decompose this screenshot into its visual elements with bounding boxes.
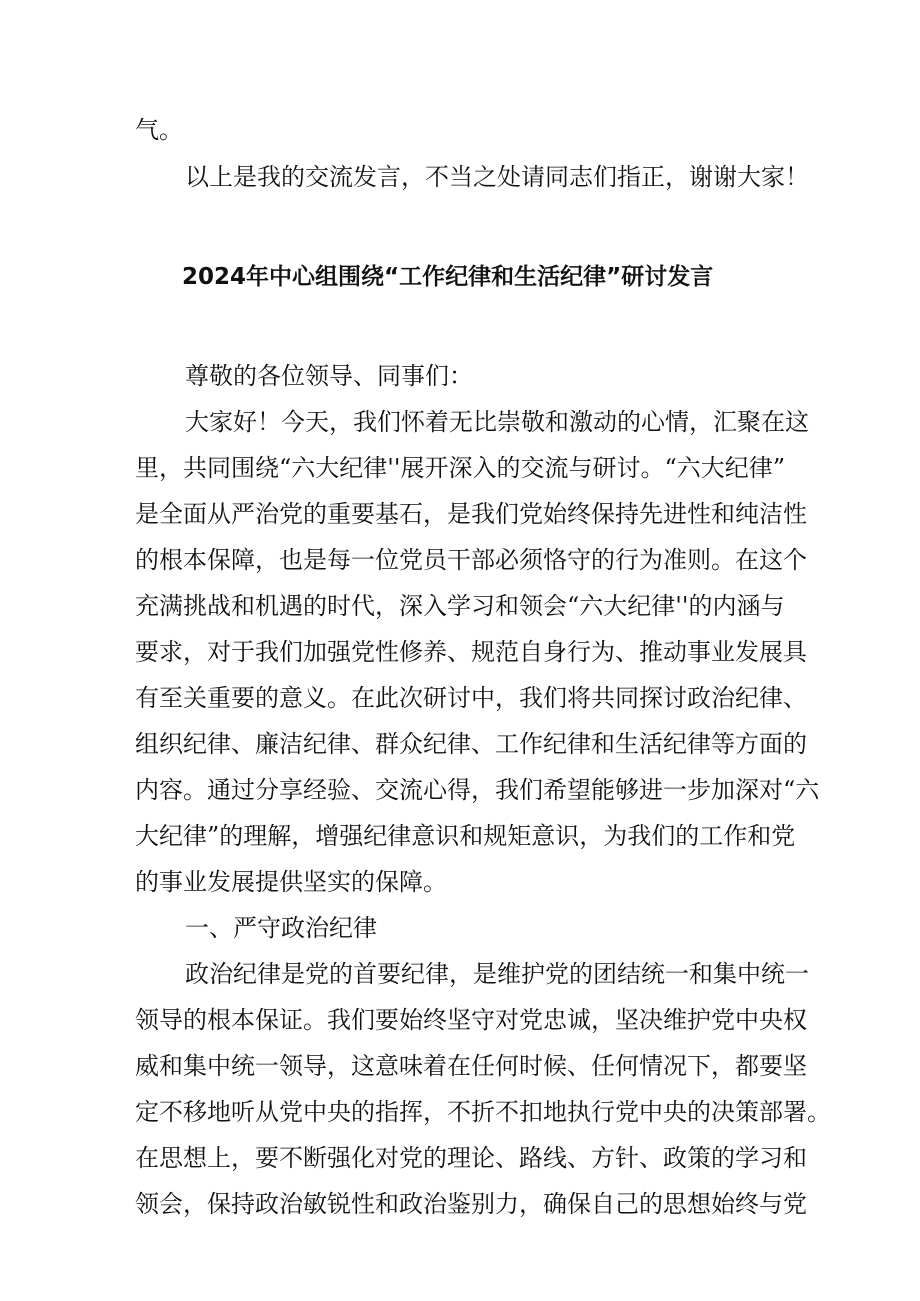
intro-line: 大家好！今天，我们怀着无比崇敬和激动的心情，汇聚在这 bbox=[185, 408, 809, 436]
section1-line: 领导的根本保证。我们要始终坚守对党忠诚，坚决维护党中央权 bbox=[135, 1006, 807, 1034]
section1-line: 在思想上，要不断强化对党的理论、路线、方针、政策的学习和 bbox=[135, 1144, 807, 1172]
section1-line: 定不移地听从党中央的指挥，不折不扣地执行党中央的决策部署。 bbox=[135, 1098, 831, 1126]
intro-line: 要求，对于我们加强党性修养、规范自身行为、推动事业发展具 bbox=[135, 638, 807, 666]
section1-line: 领会，保持政治敏锐性和政治鉴别力，确保自己的思想始终与党 bbox=[135, 1190, 807, 1218]
section1-line: 政治纪律是党的首要纪律，是维护党的团结统一和集中统一 bbox=[185, 960, 809, 988]
intro-line: 里，共同围绕“六大纪律''展开深入的交流与研讨。“六大纪律” bbox=[135, 454, 786, 482]
intro-line: 有至关重要的意义。在此次研讨中，我们将共同探讨政治纪律、 bbox=[135, 684, 807, 712]
section1-line: 威和集中统一领导，这意味着在任何时候、任何情况下，都要坚 bbox=[135, 1052, 807, 1080]
intro-line: 是全面从严治党的重要基石，是我们党始终保持先进性和纯洁性 bbox=[135, 500, 807, 528]
closing-line: 以上是我的交流发言，不当之处请同志们指正，谢谢大家！ bbox=[185, 163, 809, 191]
salutation: 尊敬的各位领导、同事们： bbox=[185, 362, 473, 390]
document-title: 2024年中心组围绕“工作纪律和生活纪律”研讨发言 bbox=[182, 264, 714, 290]
section-heading-political-discipline: 一、严守政治纪律 bbox=[185, 914, 377, 942]
intro-line: 大纪律”的理解，增强纪律意识和规矩意识，为我们的工作和党 bbox=[135, 822, 796, 850]
intro-line: 的事业发展提供坚实的保障。 bbox=[135, 868, 447, 896]
intro-line: 充满挑战和机遇的时代，深入学习和领会“六大纪律''的内涵与 bbox=[135, 592, 785, 620]
intro-line: 的根本保障，也是每一位党员干部必须恪守的行为准则。在这个 bbox=[135, 546, 807, 574]
intro-line: 组织纪律、廉洁纪律、群众纪律、工作纪律和生活纪律等方面的 bbox=[135, 730, 807, 758]
intro-line: 内容。通过分享经验、交流心得，我们希望能够进一步加深对“六 bbox=[135, 776, 820, 804]
paragraph-fragment-end: 气。 bbox=[135, 116, 183, 144]
